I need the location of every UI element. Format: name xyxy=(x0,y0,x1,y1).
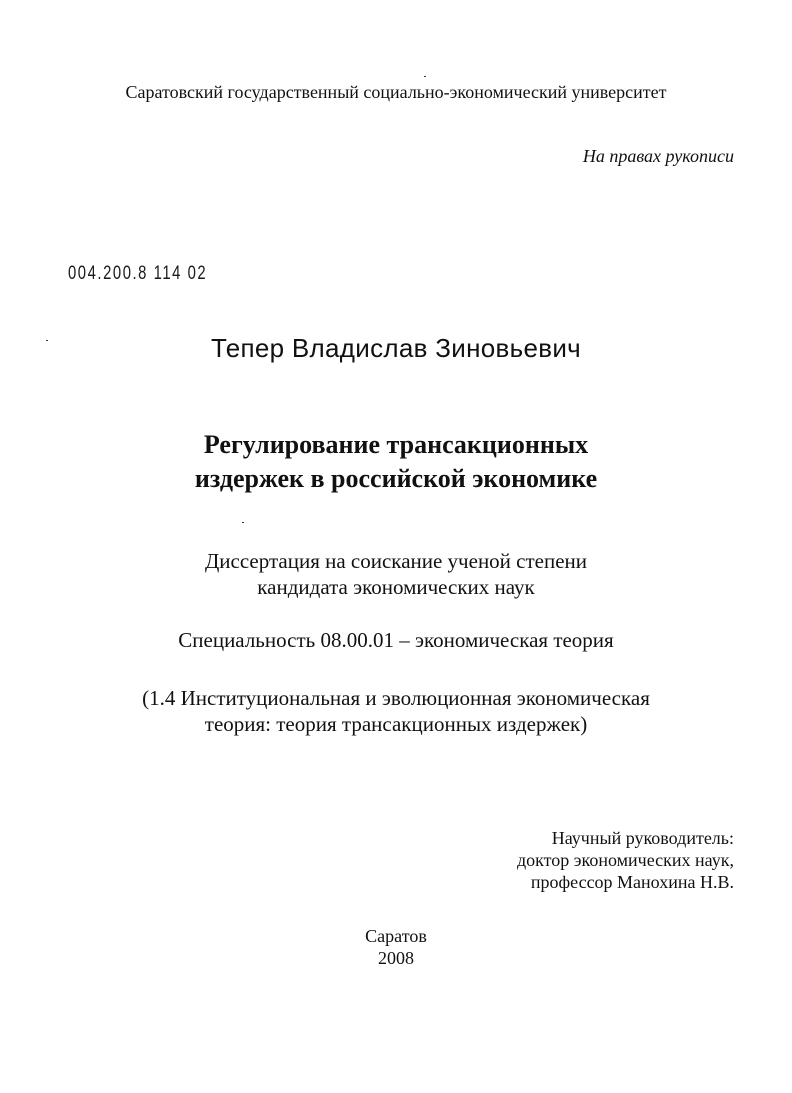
registration-number: 004.200.8 114 02 xyxy=(68,263,208,284)
degree-line-2: кандидата экономических наук xyxy=(257,575,535,599)
title-line-2: издержек в российской экономике xyxy=(194,464,598,493)
supervisor-block xyxy=(517,827,734,893)
title-line-1: Регулирование трансакционных xyxy=(203,430,589,459)
specialty: Специальность 08.00.01 – экономическая теория xyxy=(178,628,614,652)
sub-specialty-line-1: (1.4 Институциональная и эволюционная экономическая xyxy=(142,686,650,710)
supervisor-label: Научный руководитель: xyxy=(551,828,734,848)
manuscript-note: На правах рукописи xyxy=(582,146,734,166)
degree-statement xyxy=(0,548,792,600)
supervisor-degree: доктор экономических наук, xyxy=(517,850,734,870)
degree-line-1: Диссертация на соискание ученой степени xyxy=(204,549,588,573)
year: 2008 xyxy=(378,948,414,968)
place-and-year xyxy=(0,925,792,969)
sub-specialty xyxy=(0,685,792,737)
scan-speck xyxy=(46,340,48,341)
dissertation-title xyxy=(0,428,792,496)
city: Саратов xyxy=(365,926,427,946)
author-name: Тепер Владислав Зиновьевич xyxy=(211,333,581,363)
scan-speck xyxy=(242,522,244,523)
supervisor-name: профессор Манохина Н.В. xyxy=(530,872,734,892)
sub-specialty-line-2: теория: теория трансакционных издержек) xyxy=(204,712,588,736)
scan-speck xyxy=(424,76,426,77)
university-name: Саратовский государственный социально-экономический университет xyxy=(125,82,667,102)
